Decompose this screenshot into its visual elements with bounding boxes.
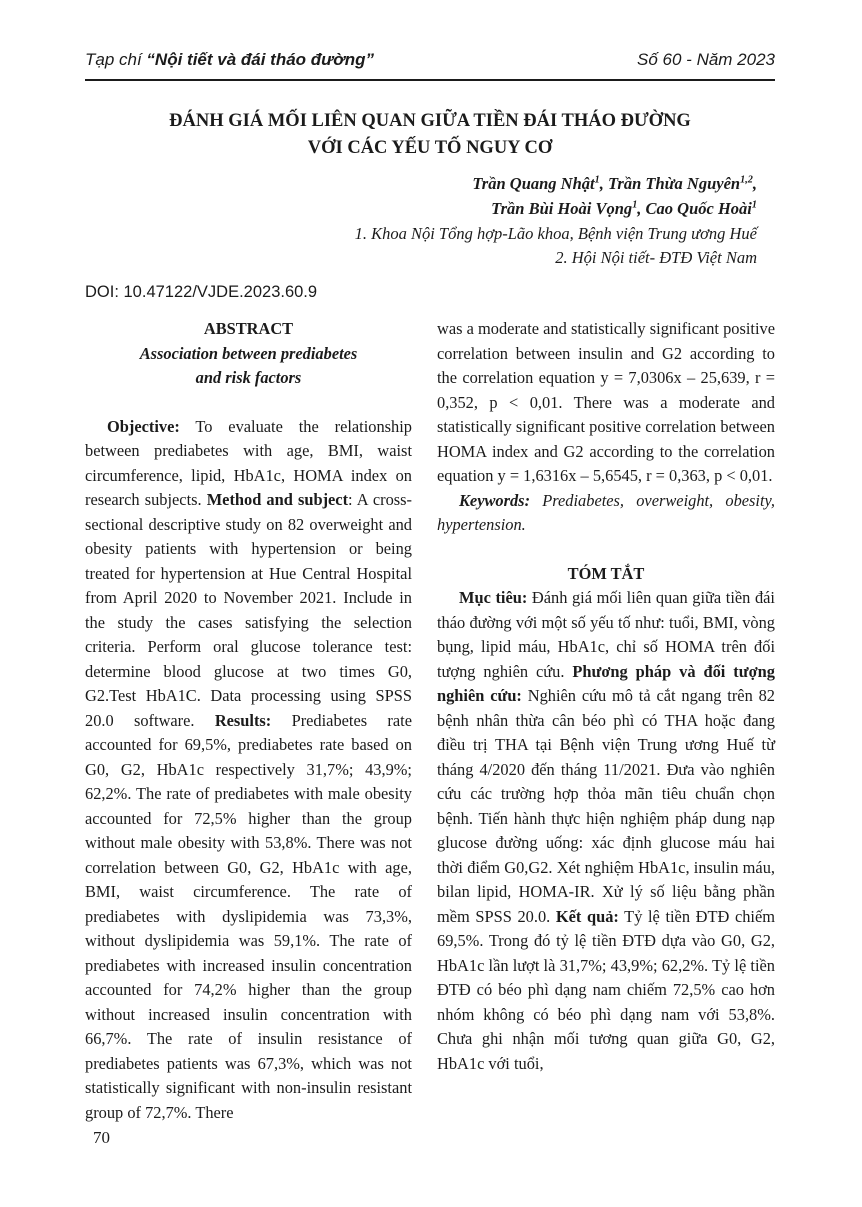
muctieu-text: Đánh giá mối liên quan giữa tiền đái tháo đường với một số yếu tố như: tuổi, BMI, vòng bụng, lipid máu, HbA1c, chỉ số HOMA trên đối tượng nghiên cứu. [437,588,775,681]
right-column [437,317,775,1125]
muctieu-label: Mục tiêu: [459,588,528,607]
left-column [85,317,412,1125]
affiliations-block [85,222,775,270]
author-2-affil-mark: 1,2 [740,174,753,186]
phuongphap-label: Phương pháp và đối tượng nghiên cứu: [437,661,775,705]
author-3-affil-mark: 1 [632,199,638,211]
author-4-affil-mark: 1 [751,199,757,211]
author-1: Trần Quang Nhật [472,174,595,193]
tomtat-paragraph [437,586,775,1076]
results-label: Results: [214,710,272,730]
keywords-paragraph [437,489,775,538]
abstract-subtitle-line1: Association between prediabetes [139,343,358,363]
running-head-issue: Số 60 - Năm 2023 [637,50,775,69]
running-head-left [85,50,374,70]
affiliation-1: 1. Khoa Nội Tổng hợp-Lão khoa, Bệnh viện Trung ương Huế [354,224,757,243]
journal-name: “Nội tiết và đái tháo đường” [146,50,374,69]
author-3: Trần Bùi Hoài Vọng [491,199,633,218]
keywords-label: Keywords: [459,490,531,510]
method-label: Method and subject [206,490,349,509]
article-title-line2: VỚI CÁC YẾU TỐ NGUY CƠ [307,138,553,158]
two-column-body [85,317,775,1125]
keywords-text: Prediabetes, overweight, obesity, hypertension. [437,490,775,534]
article-title [85,108,775,162]
author-separator: , [599,174,608,193]
abstract-continuation-paragraph: was a moderate and statistically significant positive correlation between insulin and G2 according to the correlation equation y = 7,0306x – 25,639, r = 0,352, p < 0,01. There was a moderate and statistically significant positive correlation between HOMA index and G2 according to the correlation equation y = 1,6316x – 5,6545, r = 0,363, p < 0,01. [437,319,775,485]
author-separator: , [752,174,757,193]
objective-text: To evaluate the relationship between prediabetes with age, BMI, waist circumference, lipid, HbA1c, HOMA index on research subjects. [85,416,412,509]
journal-prefix: Tạp chí [85,50,147,69]
affiliation-2: 2. Hội Nội tiết- ĐTĐ Việt Nam [555,248,757,267]
author-separator: , [637,199,646,218]
abstract-heading: ABSTRACT [203,319,294,338]
ketqua-label: Kết quả: [555,906,619,926]
method-text: : A cross-sectional descriptive study on 82 overweight and obesity patients with hypertension or being treated for hypertension at Hue Central Hospital from April 2020 to November 2021. Include in the study the cases satisfying the selection criteria. Perform oral glucose tolerance test: determine blood glucose at two times G0, G2.Test HbA1C. Data processing using SPSS 20.0 software. [85,490,412,730]
authors-line2 [85,196,757,221]
author-2: Trần Thừa Nguyên [607,174,741,193]
author-4: Cao Quốc Hoài [645,199,752,218]
phuongphap-text: Nghiên cứu mô tả cắt ngang trên 82 bệnh nhân thừa cân béo phì có THA hoặc đang điều trị THA tại Bệnh viện Trung ương Huế từ tháng 4/2020 đến tháng 11/2021. Đưa vào nghiên cứu các trường hợp thỏa mãn tiêu chuẩn chọn bệnh. Tiến hành thực hiện nghiệm pháp dung nạp glucose đường uống: xác định glucose máu hai thời điểm G0,G2. Xét nghiệm HbA1c, insulin máu, bilan lipid, HOMA-IR. Xử lý số liệu bằng phần mềm SPSS 20.0. [437,686,776,926]
objective-label: Objective: [107,416,180,436]
abstract-paragraph [85,415,412,1126]
tomtat-heading: TÓM TẮT [567,563,645,583]
author-1-affil-mark: 1 [594,174,600,186]
doi-line: DOI: 10.47122/VJDE.2023.60.9 [85,283,318,301]
authors-line1 [85,171,757,196]
results-text: Prediabetes rate accounted for 69,5%, prediabetes rate based on G0, G2, HbA1c respectively 31,7%; 43,9%; 62,2%. The rate of prediabetes with male obesity accounted for 72,5% higher than the group without male obesity with 53,8%. There was not correlation between G0, G2, HbA1c with age, BMI, waist circumference. The rate of prediabetes with dyslipidemia was 73,3%, without dyslipidemia was 59,1%. The rate of prediabetes with increased insulin concentration accounted for 74,2% higher than the group without increased insulin concentration with 66,7%. The rate of insulin resistance of prediabetes patients was 67,3%, which was not statistically significant with non-insulin resistant group of 72,7%. There [85,710,412,1122]
ketqua-text: Tỷ lệ tiền ĐTĐ chiếm 69,5%. Trong đó tỷ lệ tiền ĐTĐ dựa vào G0, G2, HbA1c lần lượt là 31,7%; 43,9%; 62,2%. Tỷ lệ tiền ĐTĐ có béo phì dạng nam chiếm 72,5% cao hơn nhóm không có béo phì dạng nam với 53,8%. Chưa ghi nhận mối tương quan giữa G0, G2, HbA1c với tuổi, [437,906,775,1073]
article-title-line1: ĐÁNH GIÁ MỐI LIÊN QUAN GIỮA TIỀN ĐÁI THÁO ĐƯỜNG [169,111,691,131]
abstract-subtitle-line2: and risk factors [195,368,302,387]
authors-block [85,171,775,221]
page-number: 70 [93,1128,110,1147]
running-head [85,50,775,81]
